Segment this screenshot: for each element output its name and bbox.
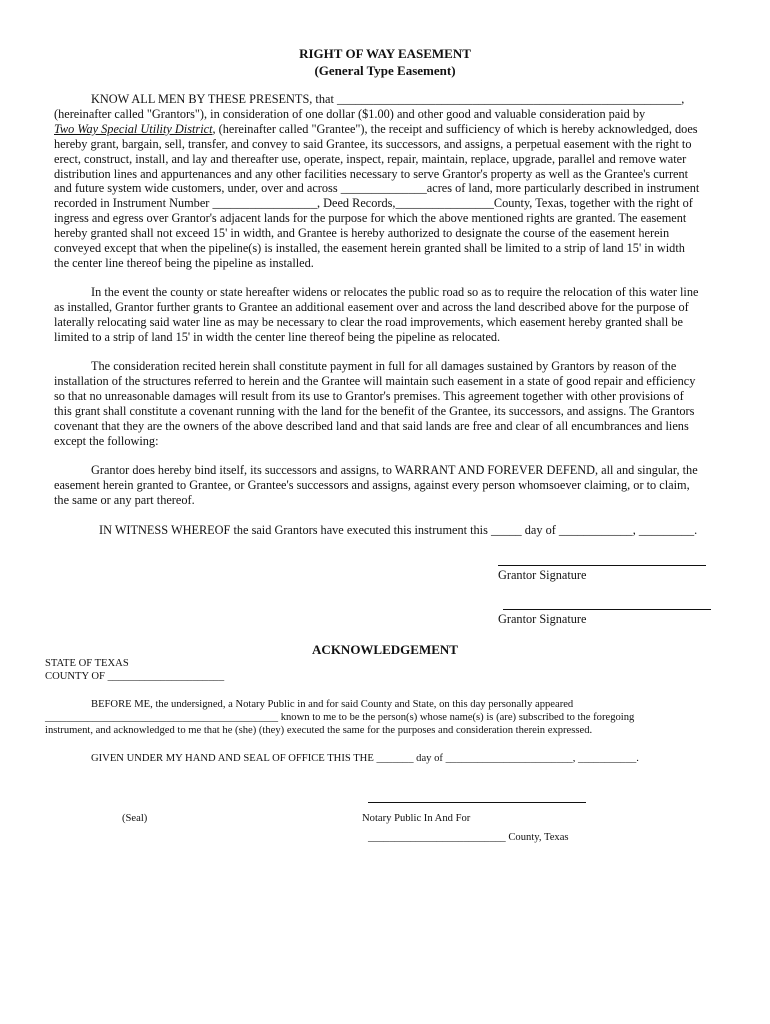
grantee-name: Two Way Special Utility District [54,121,213,136]
grantor-signature-label-2: Grantor Signature [498,612,587,626]
state-label: STATE OF TEXAS [45,658,129,669]
text-line: distribution lines and appurtenances and any other facilities necessary to serve Grantor's property as well as the Grantee's current [54,166,689,181]
relocation-paragraph [54,285,716,345]
document-subtitle: (General Type Easement) [314,63,456,78]
text-line: conveyed except that when the pipeline(s) is installed, the easement herein granted shall be limited to a strip of land 15' in width [54,241,685,256]
warranty-paragraph [54,463,716,508]
text-fragment: , (hereinafter called "Grantee"), the receipt and sufficiency of which is hereby acknowledged, does [212,121,698,136]
text-line: covenant that they are the owners of the above described land and that said lands are free and clear of all encumbrances and liens [54,418,689,433]
text-line: installation of the structures referred to herein and the Grantee will maintain such easement in a state of good repair and efficiency [54,373,696,388]
acknowledgement-title: ACKNOWLEDGEMENT [312,642,458,657]
text-line: the same or any part thereof. [54,492,195,507]
text-line: recorded in Instrument Number _________________, Deed Records,________________County, Texas, together with the right of [54,196,693,211]
grantor-signature-label-1: Grantor Signature [498,568,587,582]
text-line: (hereinafter called "Grantors"), in consideration of one dollar ($1.00) and other good and valuable consideration paid by [54,106,646,121]
text-line: this grant shall constitute a covenant running with the land for the benefit of the Grantee, its successors, and assigns. The Grantors [54,403,695,418]
text-line: easement herein granted to Grantee, or Grantee's successors and assigns, against every person whomsoever claiming, or to claim, [54,477,690,492]
notary-public-label: Notary Public In And For [362,813,471,824]
text-line: and future system wide customers, under, over and across ______________acres of land, more particularly described in instrument [54,181,700,196]
text-line: ingress and egress over Grantor's adjacent lands for the purpose for which the above mentioned rights are granted. The easement [54,211,687,226]
seal-label: (Seal) [122,813,148,824]
consideration-paragraph [54,359,716,448]
witness-line: IN WITNESS WHEREOF the said Grantors have executed this instrument this _____ day of ____________, _________. [99,523,698,537]
text-line: so that no unreasonable damages will result from its use to Grantor's premises. This agreement together with other provisions of [54,388,684,403]
notary-text-line: instrument, and acknowledged to me that he (she) (they) executed the same for the purposes and consideration therein expressed. [45,725,593,736]
county-label: COUNTY OF ______________________ [45,671,225,682]
text-line: limited to a strip of land 15' in width the center line thereof being the pipeline as relocated. [54,329,501,344]
grantor-signature-line-1[interactable] [498,565,706,566]
text-line: the center line thereof being the pipeline as installed. [54,255,314,270]
notary-text-line: BEFORE ME, the undersigned, a Notary Public in and for said County and State, on this day personally appeared [91,699,574,710]
text-line: In the event the county or state hereafter widens or relocates the public road so as to require the relocation of this water line [91,285,699,299]
grant-paragraph [54,92,716,271]
text-line: erect, construct, install, and lay and thereafter use, operate, inspect, repair, maintain, replace, upgrade, parallel and remove water [54,151,687,166]
grantor-signature-line-2[interactable] [503,609,711,610]
text-line: hereby granted shall not exceed 15' in width, and Grantee is hereby authorized to designate the course of the easement herein [54,226,670,241]
text-line: as installed, Grantor further grants to Grantee an additional easement over and across the land described above for the purpose of [54,299,689,314]
text-line: Grantor does hereby bind itself, its successors and assigns, to WARRANT AND FOREVER DEFEND, all and singular, the [91,463,698,477]
county-texas-line: __________________________ County, Texas [368,832,569,843]
text-line: hereby grant, bargain, sell, transfer, and convey to said Grantee, its successors, and assigns, a perpetual easement with the right to [54,136,692,151]
text-line [54,122,716,137]
notary-signature-line[interactable] [368,802,586,803]
text-line: laterally relocating said water line as may be necessary to clear the road improvements, which easement hereby granted shall be [54,314,683,329]
text-line: The consideration recited herein shall constitute payment in full for all damages sustained by Grantors by reason of the [91,359,677,373]
notary-text-line: ____________________________________________ known to me to be the person(s) whose name(s) is (are) subscribed to the foregoing [45,712,635,723]
text-line: KNOW ALL MEN BY THESE PRESENTS, that ________________________________________________________, [91,92,685,106]
document-title: RIGHT OF WAY EASEMENT [299,46,471,61]
given-under-hand-line: GIVEN UNDER MY HAND AND SEAL OF OFFICE THIS THE _______ day of ________________________, ___________. [91,753,639,764]
text-line: except the following: [54,433,159,448]
